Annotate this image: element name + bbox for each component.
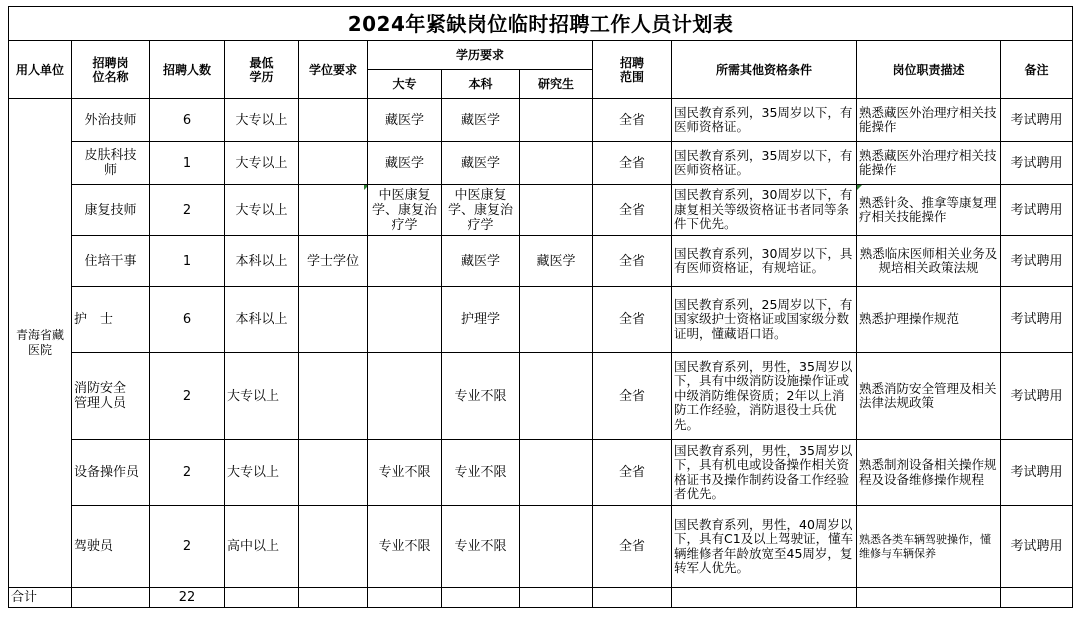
header-degree: 学位要求 [299,41,368,99]
duties-cell: 熟悉护理操作规范 [857,287,1001,353]
bachelor-cell: 中医康复学、康复治疗学 [442,185,520,236]
count-cell: 6 [150,99,225,142]
degree-cell [299,99,368,142]
cell-comment-marker [364,185,368,190]
grad-cell [520,506,593,588]
degree-cell [299,142,368,185]
grad-cell [520,99,593,142]
empty-cell [593,588,672,608]
total-label: 合计 [9,588,72,608]
count-cell: 2 [150,440,225,506]
conditions-cell: 国民教育系列，男性，40周岁以下，具有C1及以上驾驶证，懂车辆维修者年龄放宽至45周岁，复转军人优先。 [672,506,857,588]
min-edu-cell: 大专以上 [225,142,299,185]
min-edu-cell: 高中以上 [225,506,299,588]
header-position: 招聘岗位名称 [72,41,150,99]
conditions-cell: 国民教育系列，25周岁以下，有国家级护士资格证或国家级分数证明，懂藏语口语。 [672,287,857,353]
position-cell: 护 士 [72,287,150,353]
position-cell: 消防安全管理人员 [72,353,150,440]
header-remarks: 备注 [1001,41,1073,99]
empty-cell [368,588,442,608]
conditions-cell: 国民教育系列，男性，35周岁以下，具有中级消防设施操作证或中级消防维保资质；2年以上消防工作经验，消防退役士兵优先。 [672,353,857,440]
empty-cell [225,588,299,608]
empty-cell [857,588,1001,608]
degree-cell [299,287,368,353]
bachelor-cell: 藏医学 [442,99,520,142]
count-cell: 2 [150,353,225,440]
grad-cell [520,185,593,236]
degree-cell [299,440,368,506]
bachelor-cell: 专业不限 [442,353,520,440]
table-row [9,353,1073,440]
total-count: 22 [150,588,225,608]
count-cell: 1 [150,236,225,287]
duties-cell: 熟悉消防安全管理及相关法律法规政策 [857,353,1001,440]
table-row [9,440,1073,506]
remarks-cell: 考试聘用 [1001,142,1073,185]
bachelor-cell: 藏医学 [442,236,520,287]
junior-cell [368,236,442,287]
conditions-cell: 国民教育系列，30周岁以下，有康复相关等级资格证书者同等条件下优先。 [672,185,857,236]
conditions-cell: 国民教育系列，35周岁以下，有医师资格证。 [672,142,857,185]
header-grad: 研究生 [520,70,593,99]
total-row [9,588,1073,608]
table-row [9,506,1073,588]
bachelor-cell: 专业不限 [442,506,520,588]
header-count: 招聘人数 [150,41,225,99]
grad-cell: 藏医学 [520,236,593,287]
degree-cell: 学士学位 [299,236,368,287]
grad-cell [520,287,593,353]
header-conditions: 所需其他资格条件 [672,41,857,99]
position-cell: 驾驶员 [72,506,150,588]
table-row [9,185,1073,236]
recruitment-table [8,6,1073,608]
scope-cell: 全省 [593,99,672,142]
conditions-cell: 国民教育系列，男性，35周岁以下，具有机电或设备操作相关资格证书及操作制药设备工作经验者优先。 [672,440,857,506]
position-cell: 皮肤科技师 [72,142,150,185]
scope-cell: 全省 [593,185,672,236]
remarks-cell: 考试聘用 [1001,236,1073,287]
empty-cell [299,588,368,608]
duties-cell: 熟悉藏医外治理疗相关技能操作 [857,99,1001,142]
position-cell: 设备操作员 [72,440,150,506]
junior-cell: 藏医学 [368,142,442,185]
header-unit: 用人单位 [9,41,72,99]
remarks-cell: 考试聘用 [1001,440,1073,506]
scope-cell: 全省 [593,142,672,185]
table-row [9,287,1073,353]
min-edu-cell: 大专以上 [225,185,299,236]
scope-cell: 全省 [593,236,672,287]
bachelor-cell: 护理学 [442,287,520,353]
junior-cell: 专业不限 [368,506,442,588]
header-scope: 招聘范围 [593,41,672,99]
empty-cell [442,588,520,608]
scope-cell: 全省 [593,506,672,588]
header-min-edu: 最低学历 [225,41,299,99]
empty-cell [72,588,150,608]
min-edu-cell: 大专以上 [225,440,299,506]
table-row [9,142,1073,185]
unit-name-cell: 青海省藏医院 [9,99,72,588]
header-junior: 大专 [368,70,442,99]
duties-cell: 熟悉临床医师相关业务及规培相关政策法规 [857,236,1001,287]
table-row [9,99,1073,142]
degree-cell [299,185,368,236]
junior-cell: 中医康复学、康复治疗学 [368,185,442,236]
scope-cell: 全省 [593,353,672,440]
position-cell: 康复技师 [72,185,150,236]
count-cell: 2 [150,185,225,236]
header-bachelor: 本科 [442,70,520,99]
remarks-cell: 考试聘用 [1001,353,1073,440]
duties-cell: 熟悉制剂设备相关操作规程及设备维修操作规程 [857,440,1001,506]
min-edu-cell: 大专以上 [225,353,299,440]
duties-cell: 熟悉藏医外治理疗相关技能操作 [857,142,1001,185]
min-edu-cell: 本科以上 [225,287,299,353]
duties-cell: 熟悉各类车辆驾驶操作，懂维修与车辆保养 [857,506,1001,588]
junior-cell: 藏医学 [368,99,442,142]
bachelor-cell: 藏医学 [442,142,520,185]
grad-cell [520,440,593,506]
remarks-cell: 考试聘用 [1001,506,1073,588]
degree-cell [299,506,368,588]
header-duties: 岗位职责描述 [857,41,1001,99]
min-edu-cell: 本科以上 [225,236,299,287]
degree-cell [299,353,368,440]
junior-cell [368,353,442,440]
junior-cell: 专业不限 [368,440,442,506]
table-row [9,236,1073,287]
remarks-cell: 考试聘用 [1001,99,1073,142]
conditions-cell: 国民教育系列，35周岁以下，有医师资格证。 [672,99,857,142]
scope-cell: 全省 [593,440,672,506]
bachelor-cell: 专业不限 [442,440,520,506]
scope-cell: 全省 [593,287,672,353]
position-cell: 外治技师 [72,99,150,142]
duties-cell: 熟悉针灸、推拿等康复理疗相关技能操作 [857,185,1001,236]
table-title: 2024年紧缺岗位临时招聘工作人员计划表 [9,7,1073,41]
min-edu-cell: 大专以上 [225,99,299,142]
position-cell: 住培干事 [72,236,150,287]
empty-cell [672,588,857,608]
grad-cell [520,142,593,185]
count-cell: 6 [150,287,225,353]
cell-comment-marker [857,185,862,190]
empty-cell [520,588,593,608]
conditions-cell: 国民教育系列，30周岁以下，具有医师资格证，有规培证。 [672,236,857,287]
grad-cell [520,353,593,440]
count-cell: 1 [150,142,225,185]
header-edu-req: 学历要求 [368,41,593,70]
count-cell: 2 [150,506,225,588]
junior-cell [368,287,442,353]
remarks-cell: 考试聘用 [1001,287,1073,353]
remarks-cell: 考试聘用 [1001,185,1073,236]
empty-cell [1001,588,1073,608]
